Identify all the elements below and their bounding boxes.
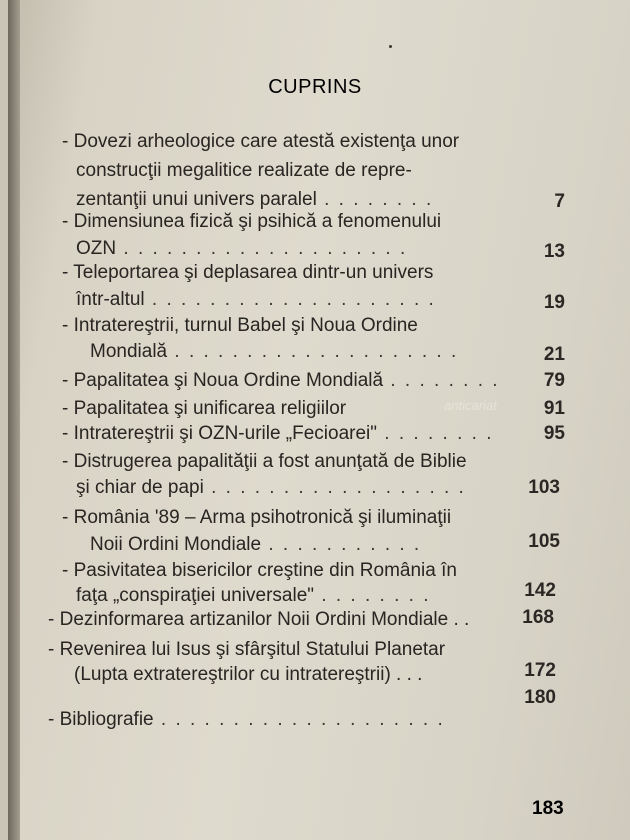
toc-entry-3-line-2: într-altul . . . . . . . . . . . . . . . . . . . . xyxy=(76,289,436,310)
toc-entry-1-line-1: - Dovezi arheologice care atestă existenţa unor xyxy=(62,131,460,152)
toc-entry-2-line-1: - Dimensiunea fizică şi psihică a fenomenului xyxy=(62,211,442,232)
toc-entry-8-line-1: - Distrugerea papalităţii a fost anunţată de Biblie xyxy=(62,451,467,472)
toc-entry-10-page: 142 xyxy=(524,580,556,601)
toc-entry-10-line-1: - Pasivitatea bisericilor creştine din România în xyxy=(62,560,457,581)
watermark-text: anticariat xyxy=(444,398,497,413)
toc-entry-9-line-2: Noii Ordini Mondiale . . . . . . . . . . . xyxy=(90,534,422,555)
page-number: 183 xyxy=(532,798,564,819)
toc-entry-12-page: 172 xyxy=(524,660,556,681)
toc-entry-1-line-2: construcţii megalitice realizate de repre- xyxy=(76,160,412,181)
toc-entry-3-line-1: - Teleportarea şi deplasarea dintr-un univers xyxy=(62,262,434,283)
toc-entry-8-line-2: şi chiar de papi . . . . . . . . . . . . . . . . . . xyxy=(76,477,466,498)
toc-entry-9-line-1: - România '89 – Arma psihotronică şi iluminaţii xyxy=(62,507,452,528)
toc-entry-13-page: 180 xyxy=(524,687,556,708)
toc-entry-1-page: 7 xyxy=(554,191,565,212)
toc-entry-10-line-2: faţa „conspiraţiei universale" . . . . . . . . xyxy=(76,585,431,606)
toc-entry-11-line-1: - Dezinformarea artizanilor Noii Ordini Mondiale . . xyxy=(48,609,470,630)
page-title: CUPRINS xyxy=(268,76,362,98)
toc-entry-9-page: 105 xyxy=(528,531,560,552)
toc-entry-2-page: 13 xyxy=(543,241,565,262)
toc-entry-6-line-1: - Papalitatea şi unificarea religiilor xyxy=(62,398,347,419)
toc-entry-4-line-2: Mondială . . . . . . . . . . . . . . . . . . . . xyxy=(90,341,459,362)
toc-entry-5-page: 79 xyxy=(543,370,565,391)
toc-entry-7-page: 95 xyxy=(543,423,565,444)
toc-entry-4-line-1: - Intratereştrii, turnul Babel şi Noua Ordine xyxy=(62,315,418,336)
toc-entry-12-line-2: (Lupta extratereştrilor cu intratereştrii) . . . xyxy=(74,664,423,685)
toc-entry-5-line-1: - Papalitatea şi Noua Ordine Mondială . . . . . . . . xyxy=(62,370,500,391)
toc-entry-7-line-1: - Intratereştrii şi OZN-urile „Fecioarei" . . . . . . . . xyxy=(62,423,494,444)
toc-entry-4-page: 21 xyxy=(543,344,565,365)
toc-entry-8-page: 103 xyxy=(528,477,560,498)
toc-entry-13-line-1: - Bibliografie . . . . . . . . . . . . . . . . . . . . xyxy=(48,709,445,730)
toc-entry-2-line-2: OZN . . . . . . . . . . . . . . . . . . . . xyxy=(76,238,408,259)
toc-entry-12-line-1: - Revenirea lui Isus şi sfârşitul Statului Planetar xyxy=(48,639,446,660)
toc-entry-6-page: 91 xyxy=(543,398,565,419)
toc-entry-11-page: 168 xyxy=(522,607,554,628)
toc-entry-3-page: 19 xyxy=(543,292,565,313)
toc-entry-1-line-3: zentanţii unui univers paralel . . . . . . . . xyxy=(76,189,434,210)
